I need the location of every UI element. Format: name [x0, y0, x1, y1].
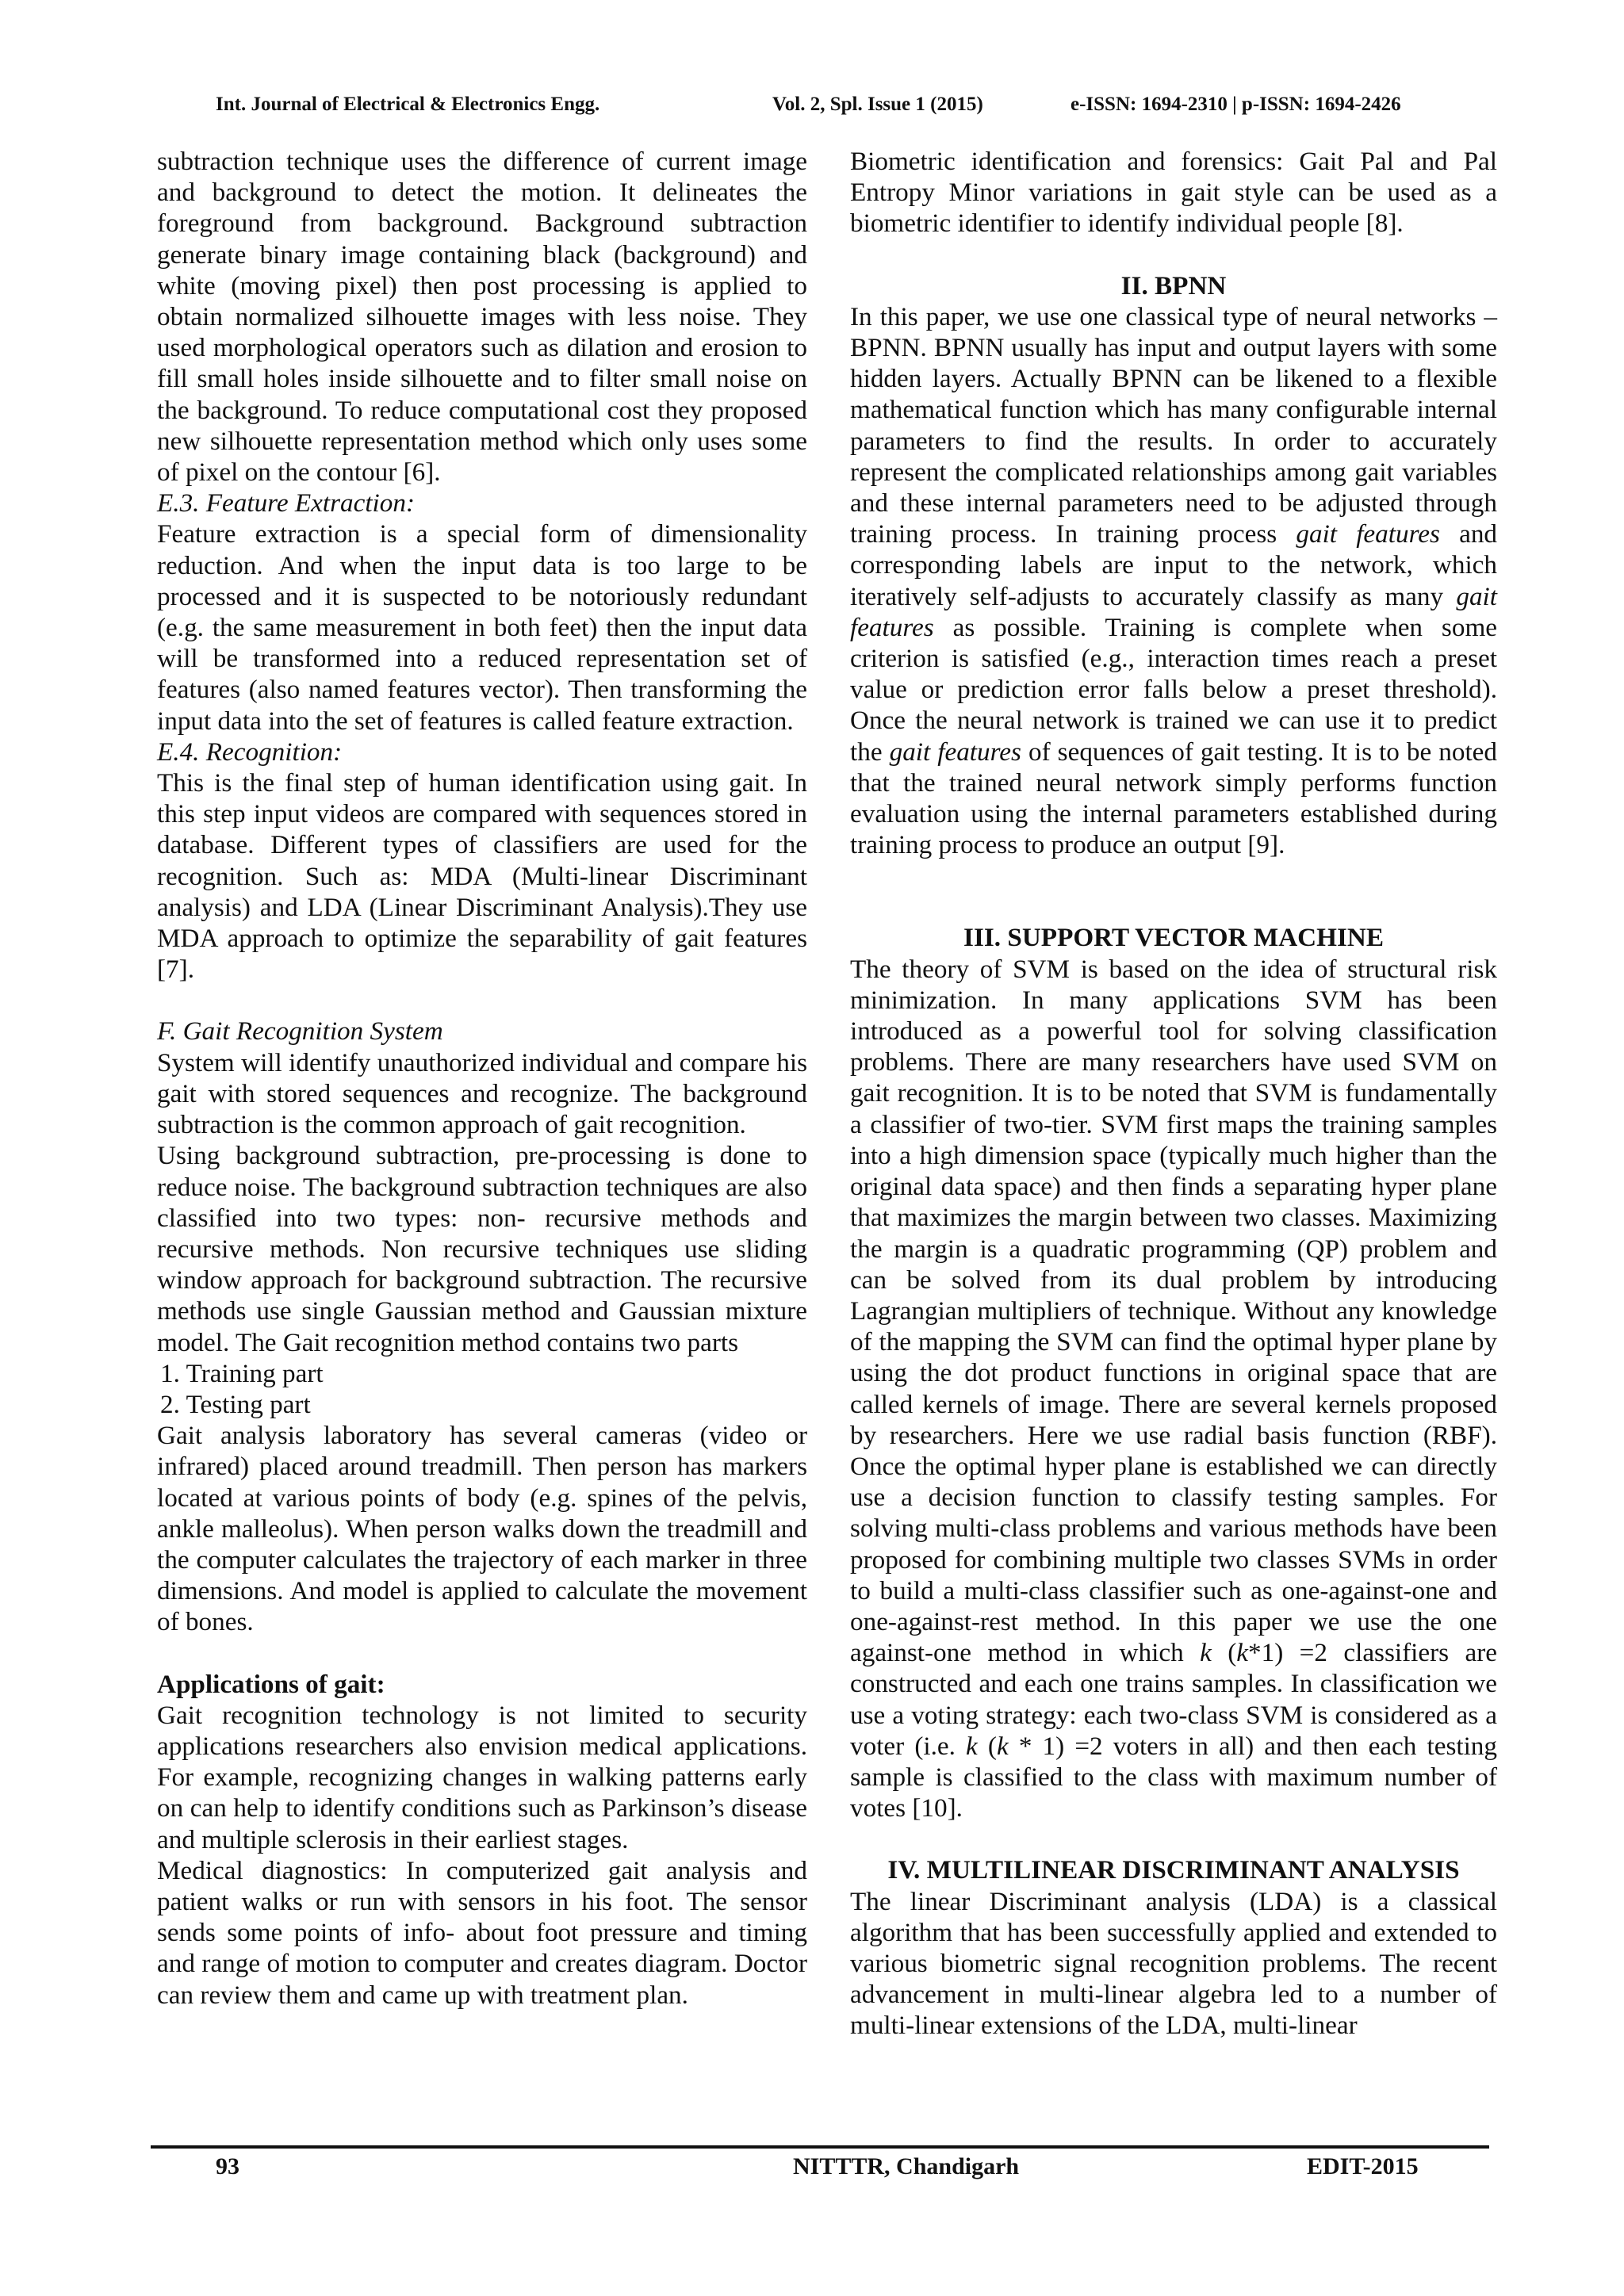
page-number: 93 [216, 2153, 239, 2179]
journal-name: Int. Journal of Electrical & Electronics Engg. [216, 94, 600, 115]
paragraph: This is the final step of human identification using gait. In this step input videos are compared with sequences stored in database. Different types of classifiers are used for the recognition. Such as: MDA (Multi-linear Discriminant analysis) and LDA (Linear Discriminant Analysis).They use MDA approach to optimize the separability of gait features [7]. [157, 768, 807, 985]
issn-info: e-ISSN: 1694-2310 | p-ISSN: 1694-2426 [1071, 94, 1401, 115]
right-column [850, 146, 1497, 2042]
section-heading-applications: Applications of gait: [157, 1669, 385, 1699]
section-heading-recognition: E.4. Recognition: [157, 737, 343, 767]
list-item: 1. Training part [160, 1358, 324, 1388]
edition-label: EDIT-2015 [1307, 2153, 1419, 2179]
paragraph: Feature extraction is a special form of dimensionality reduction. And when the input data is too large to be processed and it is suspected to be notoriously redundant (e.g. the same measurement in both feet) then the input data will be transformed into a reduced representation set of features (also named features vector). Then transforming the input data into the set of features is called feature extraction. [157, 519, 807, 736]
list-item: 2. Testing part [160, 1389, 311, 1419]
paragraph: Using background subtraction, pre-processing is done to reduce noise. The background subtraction techniques are also classified into two types: non- recursive methods and recursive methods. Non recursive techniques use sliding window approach for background subtraction. The recursive methods use single Gaussian method and Gaussian mixture model. The Gait recognition method contains two parts [157, 1141, 807, 1357]
section-heading-svm: III. SUPPORT VECTOR MACHINE [963, 923, 1384, 953]
running-header [216, 94, 1453, 125]
paragraph: Medical diagnostics: In computerized gait analysis and patient walks or run with sensors in his foot. The sensor sends some points of info- about foot pressure and timing and range of motion to computer and creates diagram. Doctor can review them and came up with treatment plan. [157, 1855, 807, 2010]
paragraph: Biometric identification and forensics: Gait Pal and Pal Entropy Minor variations in gait style can be used as a biometric identifier to identify individual people [8]. [850, 147, 1497, 239]
section-heading-feature-extraction: E.3. Feature Extraction: [157, 488, 416, 519]
paragraph: In this paper, we use one classical type of neural networks –BPNN. BPNN usually has input and output layers with some hidden layers. Actually BPNN can be likened to a flexible mathematical function which has many configurable internal parameters to find the results. In order to accurately represent the complicated relationships among gait variables and these internal parameters need to be adjusted through training process. In training process gait features and corresponding labels are input to the network, which iteratively self-adjusts to accurately classify as many gait features as possible. Training is complete when some criterion is satisfied (e.g., interaction times reach a preset value or prediction error falls below a preset threshold). Once the neural network is trained we can use it to predict the gait features of sequences of gait testing. It is to be noted that the trained neural network simply performs function evaluation using the internal parameters established during training process to produce an output [9]. [850, 301, 1498, 860]
paragraph: System will identify unauthorized individual and compare his gait with stored sequences and recognize. The background subtraction is the common approach of gait recognition. [157, 1047, 807, 1140]
section-heading-gait-recognition-system: F. Gait Recognition System [157, 1016, 443, 1047]
paragraph: Gait recognition technology is not limited to security applications researchers also envision medical applications. For example, recognizing changes in walking patterns early on can help to identify conditions such as Parkinson’s disease and multiple sclerosis in their earliest stages. [157, 1700, 807, 1854]
section-heading-bpnn: II. BPNN [1120, 270, 1227, 300]
paragraph: Gait analysis laboratory has several cameras (video or infrared) placed around treadmill. Then person has markers located at various points of body (e.g. spines of the pelvis, ankle malleolus). When person walks down the treadmill and the computer calculates the trajectory of each marker in three dimensions. And model is applied to calculate the movement of bones. [157, 1421, 807, 1637]
paragraph: The linear Discriminant analysis (LDA) is a classical algorithm that has been successfully applied and extended to various biometric signal recognition problems. The recent advancement in multi-linear algebra led to a number of multi-linear extensions of the LDA, multi-linear [850, 1886, 1497, 2041]
institute-name: NITTTR, Chandigarh [793, 2153, 1020, 2179]
paragraph: subtraction technique uses the difference of current image and background to detect the motion. It delineates the foreground from background. Background subtraction generate binary image containing black (background) and white (moving pixel) then post processing is applied to obtain normalized silhouette images with less noise. They used morphological operators such as dilation and erosion to fill small holes inside silhouette and to filter small noise on the background. To reduce computational cost they proposed new silhouette representation method which only uses some of pixel on the contour [6]. [157, 147, 807, 488]
section-heading-mda: IV. MULTILINEAR DISCRIMINANT ANALYSIS [887, 1855, 1460, 1885]
footer-rule [151, 2145, 1489, 2149]
volume-info: Vol. 2, Spl. Issue 1 (2015) [772, 94, 983, 115]
paragraph: The theory of SVM is based on the idea of structural risk minimization. In many applications SVM has been introduced as a powerful tool for solving classification problems. There are many researchers have used SVM on gait recognition. It is to be noted that SVM is fundamentally a classifier of two-tier. SVM first maps the training samples into a high dimension space (typically much higher than the original data space) and then finds a separating hyper plane that maximizes the margin between two classes. Maximizing the margin is a quadratic programming (QP) problem and can be solved from its dual problem by introducing Lagrangian multipliers of technique. Without any knowledge of the mapping the SVM can find the optimal hyper plane by using the dot product functions in original space that are called kernels of image. There are several kernels proposed by researchers. Here we use radial basis function (RBF). Once the optimal hyper plane is established we can directly use a decision function to classify testing samples. For solving multi-class problems and various methods have been proposed for combining multiple two classes SVMs in order to build a multi-class classifier such as one-against-one and one-against-rest method. In this paper we use the one against-one method in which k (k*1) =2 classifiers are constructed and each one trains samples. In classification we use a voting strategy: each two-class SVM is considered as a voter (i.e. k (k * 1) =2 voters in all) and then each testing sample is classified to the class with maximum number of votes [10]. [850, 954, 1497, 1823]
running-footer [0, 2153, 1624, 2185]
left-column [157, 146, 807, 2011]
